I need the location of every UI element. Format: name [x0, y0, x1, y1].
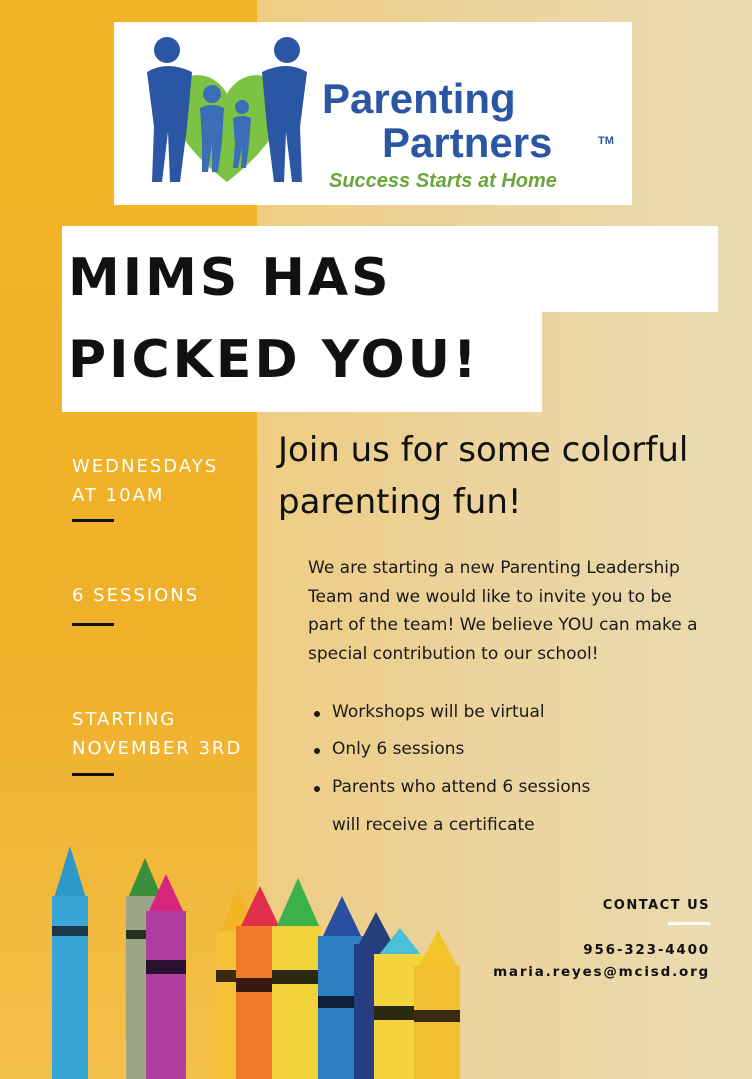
subheading: Join us for some colorful parenting fun! [278, 430, 689, 522]
family-heart-icon [132, 32, 322, 197]
start-divider [72, 773, 114, 776]
bullet-icon [314, 711, 320, 717]
intro-paragraph: We are starting a new Parenting Leadership Team and we would like to invite you to be part of the team! We believe YOU can make a special contribution to our school! [308, 558, 698, 664]
contact-divider [668, 922, 710, 925]
start-date: NOVEMBER 3RD [72, 738, 243, 759]
sessions-count: 6 SESSIONS [72, 585, 200, 606]
sessions-divider [72, 623, 114, 626]
list-item-text: Workshops will be virtual [332, 702, 545, 722]
list-item-text: Only 6 sessions [332, 739, 465, 759]
headline-line-1: MIMS HAS [68, 248, 392, 308]
contact-email: maria.reyes@mcisd.org [493, 964, 710, 980]
crayon-icon [52, 846, 88, 1079]
contact-heading: CONTACT US [602, 898, 710, 913]
crayon-icon [414, 930, 460, 1079]
bullet-icon [314, 748, 320, 754]
crayon-icon [272, 878, 322, 1079]
logo-trademark: TM [598, 135, 614, 147]
schedule-time: AT 10AM [72, 485, 165, 506]
schedule-divider [72, 519, 114, 522]
headline-box-2 [62, 312, 542, 412]
list-item-continuation: will receive a certificate [332, 815, 535, 835]
schedule-day: WEDNESDAYS [72, 456, 219, 477]
start-label: STARTING [72, 709, 177, 730]
contact-phone: 956-323-4400 [583, 942, 710, 958]
bullet-icon [314, 786, 320, 792]
headline-box-1 [62, 226, 718, 312]
list-item-text: Parents who attend 6 sessions [332, 777, 591, 797]
headline-line-2: PICKED YOU! [68, 330, 480, 390]
crayon-icon [146, 874, 186, 1079]
crayons-illustration [40, 838, 470, 1079]
logo-text-parenting: Parenting [322, 75, 516, 122]
logo [114, 22, 632, 205]
logo-tagline: Success Starts at Home [329, 170, 557, 192]
logo-text-partners: Partners [382, 119, 553, 166]
